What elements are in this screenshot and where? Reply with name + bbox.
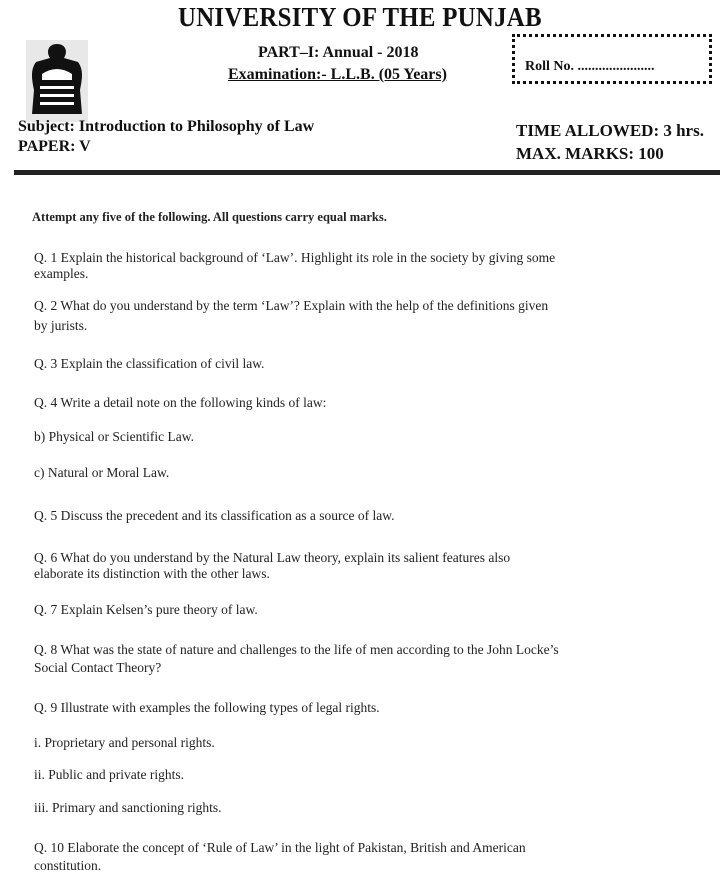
question-line: by jurists. xyxy=(34,318,88,333)
max-marks: MAX. MARKS: 100 xyxy=(516,144,664,163)
instructions: Attempt any five of the following. All questions carry equal marks. xyxy=(32,210,387,224)
question-line: Q. 3 Explain the classification of civil law. xyxy=(34,356,265,371)
question-line: Q. 9 Illustrate with examples the following types of legal rights. xyxy=(34,700,380,715)
header-divider xyxy=(14,170,720,175)
question-line: c) Natural or Moral Law. xyxy=(34,465,170,480)
exam-part: PART–I: Annual - 2018 xyxy=(258,44,419,61)
question-line: Q. 2 What do you understand by the term ‘Law’? Explain with the help of the definitions given xyxy=(34,298,549,313)
examination-name: Examination:- L.L.B. (05 Years) xyxy=(228,66,447,83)
time-allowed: TIME ALLOWED: 3 hrs. xyxy=(516,121,704,140)
paper: PAPER: V xyxy=(18,138,91,155)
question-line: examples. xyxy=(34,266,89,281)
question-line: ii. Public and private rights. xyxy=(34,767,184,782)
question-line: Q. 6 What do you understand by the Natural Law theory, explain its salient features also xyxy=(34,550,511,565)
university-title: UNIVERSITY OF THE PUNJAB xyxy=(178,2,542,32)
question-line: Social Contact Theory? xyxy=(34,660,162,675)
question-line: b) Physical or Scientific Law. xyxy=(34,429,194,444)
question-line: Q. 10 Elaborate the concept of ‘Rule of Law’ in the light of Pakistan, British and American xyxy=(34,840,526,855)
question-line: constitution. xyxy=(34,858,102,873)
roll-number-box xyxy=(512,34,712,84)
question-line: Q. 5 Discuss the precedent and its classification as a source of law. xyxy=(34,508,395,523)
subject: Subject: Introduction to Philosophy of Law xyxy=(18,118,315,135)
roll-number-label: Roll No. ...................... xyxy=(525,59,655,74)
question-line: Q. 7 Explain Kelsen’s pure theory of law. xyxy=(34,602,258,617)
question-line: Q. 4 Write a detail note on the following kinds of law: xyxy=(34,395,327,410)
question-line: i. Proprietary and personal rights. xyxy=(34,735,215,750)
question-line: Q. 8 What was the state of nature and challenges to the life of men according to the John Locke’s xyxy=(34,642,559,657)
question-line: iii. Primary and sanctioning rights. xyxy=(34,800,222,815)
university-crest-logo xyxy=(26,40,88,122)
question-line: Q. 1 Explain the historical background of ‘Law’. Highlight its role in the society by giving some xyxy=(34,250,556,265)
question-line: elaborate its distinction with the other laws. xyxy=(34,566,270,581)
